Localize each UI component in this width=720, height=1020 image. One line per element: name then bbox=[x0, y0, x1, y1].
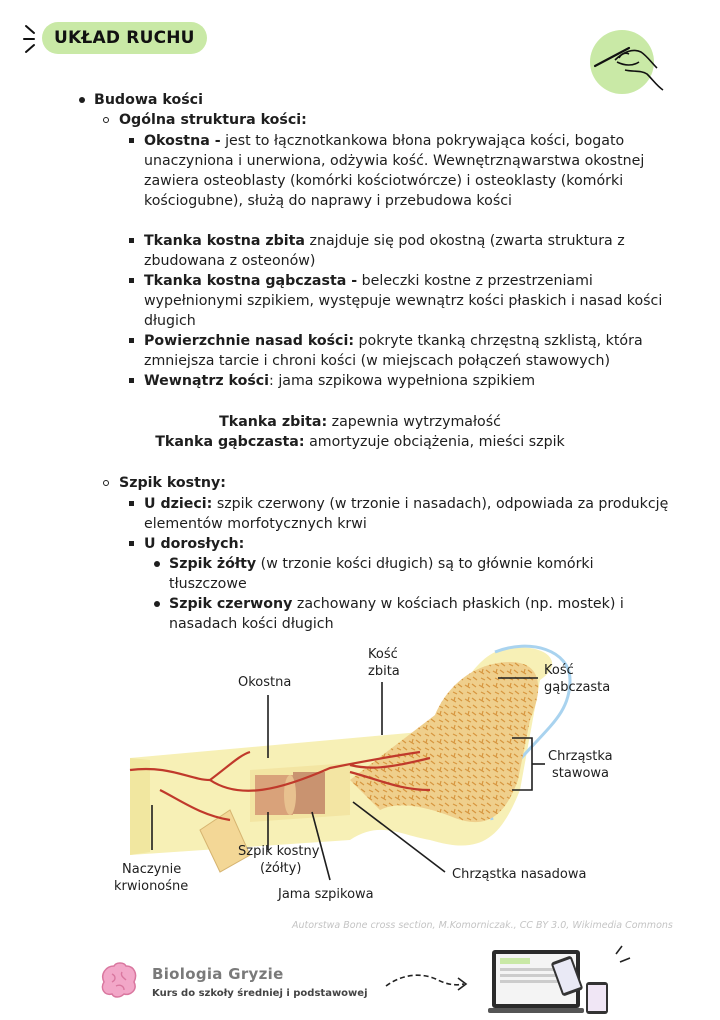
bullet bbox=[154, 601, 160, 607]
yellow-marrow bbox=[293, 772, 325, 814]
label-naczynie-1: Naczynie bbox=[122, 862, 182, 877]
text-line: długich bbox=[144, 313, 196, 329]
bullet bbox=[129, 138, 134, 143]
footer-subtitle: Kurs do szkoły średniej i podstawowej bbox=[152, 988, 368, 999]
text-line: zmniejsza tarcie i chroni kości (w miejscach połączeń stawowych) bbox=[144, 353, 611, 369]
bone-diagram bbox=[100, 640, 660, 910]
item-powierzchnie: Powierzchnie nasad kości: pokryte tkanką chrzęstną szklistą, która bbox=[144, 333, 643, 349]
bullet bbox=[129, 378, 134, 383]
bullet bbox=[129, 278, 134, 283]
bullet bbox=[129, 238, 134, 243]
item-zolty: Szpik żółty (w trzonie kości długich) są to głównie komórki bbox=[169, 556, 594, 572]
text-line: zbudowana z osteonów) bbox=[144, 253, 316, 269]
label-jama-szpikowa: Jama szpikowa bbox=[278, 887, 374, 902]
text-line: kościogubne), służą do naprawy i przebudowa kości bbox=[144, 193, 512, 209]
item-dzieci: U dzieci: szpik czerwony (w trzonie i nasadach), odpowiada za produkcję bbox=[144, 496, 669, 512]
footer-title: Biologia Gryzie bbox=[152, 965, 284, 983]
bullet bbox=[129, 501, 134, 506]
summary-gabczasta: Tkanka gąbczasta: amortyzuje obciążenia, mieści szpik bbox=[155, 434, 565, 450]
heading-struktura: Ogólna struktura kości: bbox=[119, 112, 307, 128]
label-chrzastka-nasadowa: Chrząstka nasadowa bbox=[452, 867, 587, 882]
text-line: nasadach kości długich bbox=[169, 616, 334, 632]
label-kosc-zbita-2: zbita bbox=[368, 664, 400, 679]
bullet bbox=[154, 561, 160, 567]
item-wewnatrz: Wewnątrz kości: jama szpikowa wypełniona szpikiem bbox=[144, 373, 536, 389]
label-chrzastka-stawowa-1: Chrząstka bbox=[548, 749, 613, 764]
item-zbita: Tkanka kostna zbita znajduje się pod okostną (zwarta struktura z bbox=[144, 233, 625, 249]
item-okostna: Okostna - jest to łącznotkankowa błona pokrywająca kości, bogato bbox=[144, 133, 625, 149]
label-okostna: Okostna bbox=[238, 675, 292, 690]
text-line: elementów morfotycznych krwi bbox=[144, 516, 367, 532]
item-czerwony: Szpik czerwony zachowany w kościach płaskich (np. mostek) i bbox=[169, 596, 624, 612]
text-line: wypełnionymi szpikiem, występuje wewnątrz kości płaskich i nasad kości bbox=[144, 293, 663, 309]
label-szpik-1: Szpik kostny bbox=[238, 844, 320, 859]
label-szpik-2: (żółty) bbox=[260, 861, 302, 876]
image-credit: Autorstwa Bone cross section, M.Komorniczak., CC BY 3.0, Wikimedia Commons bbox=[292, 920, 673, 931]
label-naczynie-2: krwionośne bbox=[114, 879, 189, 894]
bullet bbox=[129, 338, 134, 343]
summary-zbita: Tkanka zbita: zapewnia wytrzymałość bbox=[219, 414, 501, 430]
burst-icon bbox=[22, 24, 40, 54]
devices-icon bbox=[488, 940, 648, 1020]
label-kosc-gabczasta-2: gąbczasta bbox=[544, 680, 611, 695]
text-line: zawiera osteoblasty (komórki kościotwórcze) i osteoklasty (komórki bbox=[144, 173, 624, 189]
text-line: unaczyniona i unerwiona, odżywia kość. Wewnętrznąwarstwa okostnej bbox=[144, 153, 645, 169]
label-kosc-zbita-1: Kość bbox=[368, 647, 398, 662]
label-kosc-gabczasta-1: Kość bbox=[544, 663, 574, 678]
bullet bbox=[103, 117, 109, 123]
heading-budowa: Budowa kości bbox=[94, 92, 203, 108]
item-dorosli: U dorosłych: bbox=[144, 536, 245, 552]
bone-cut-edge bbox=[130, 758, 150, 855]
arrow-icon bbox=[382, 968, 472, 998]
heading-szpik: Szpik kostny: bbox=[119, 475, 226, 491]
item-gabczasta: Tkanka kostna gąbczasta - beleczki kostne z przestrzeniami bbox=[144, 273, 593, 289]
text-line: tłuszczowe bbox=[169, 576, 247, 592]
section-badge: UKŁAD RUCHU bbox=[42, 22, 207, 54]
brain-logo-icon bbox=[98, 960, 140, 1000]
bullet bbox=[129, 541, 134, 546]
bullet bbox=[79, 97, 85, 103]
bullet bbox=[103, 480, 109, 486]
label-chrzastka-stawowa-2: stawowa bbox=[552, 766, 610, 781]
writing-hand-icon bbox=[585, 30, 665, 96]
